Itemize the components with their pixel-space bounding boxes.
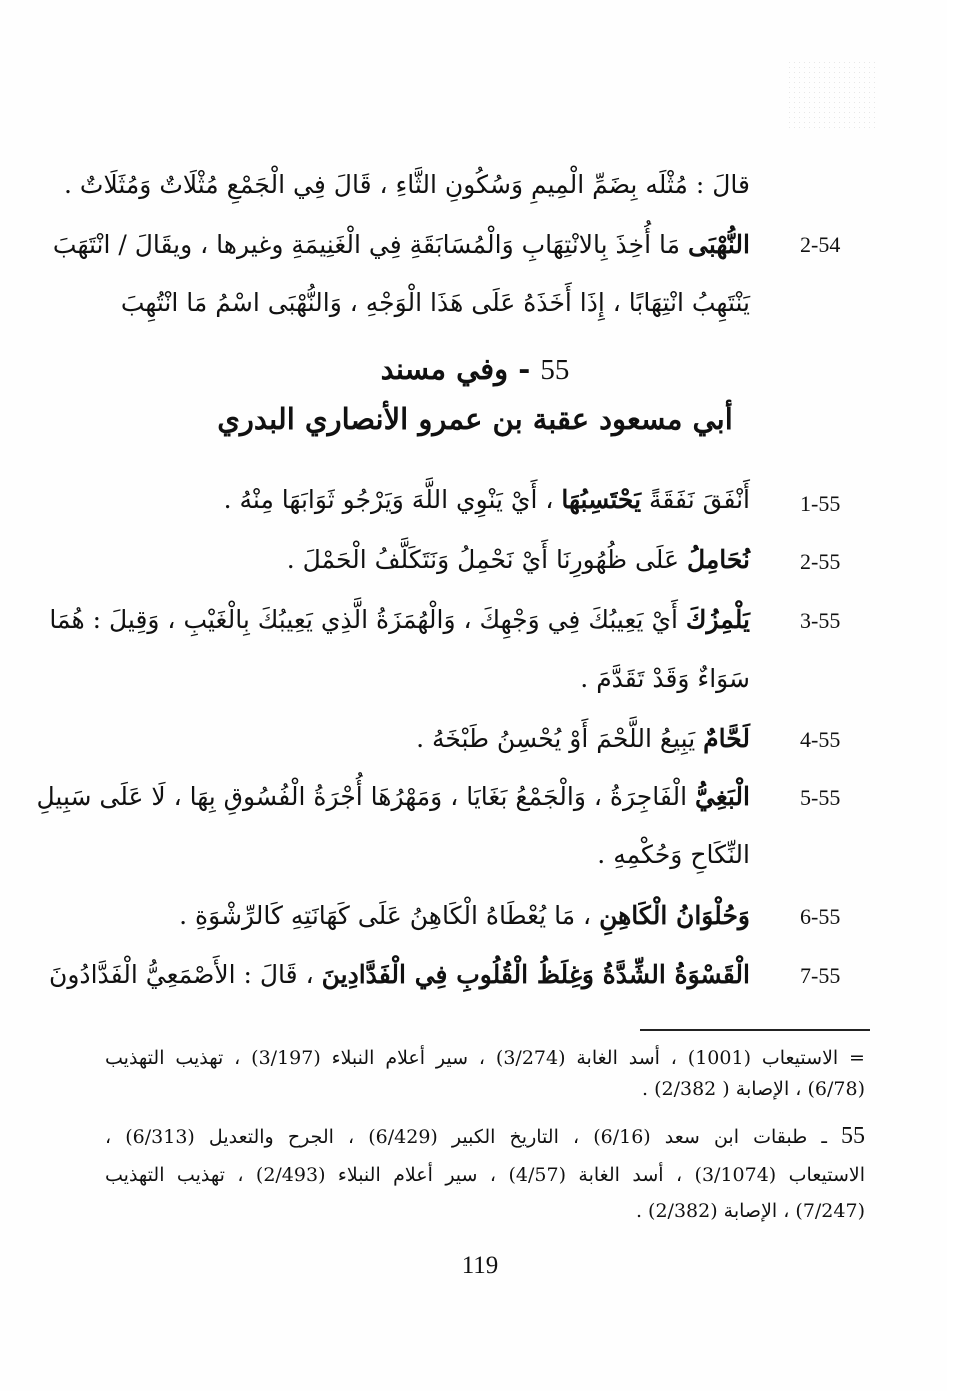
entry-continuation: النِّكَاحِ وَحُكْمِهِ .	[597, 840, 750, 869]
entry-line	[100, 719, 750, 759]
entry-text: أَيْ يَعِيبُكَ فِي وَجْهِكَ ، وَالْهُمَزَةُ الَّذِي يَعِيبُكَ بِالْغَيْبِ ، وَقِيلَ : هُمَا	[49, 605, 686, 634]
section-subheading	[100, 402, 850, 436]
footnote-line: الاستيعاب (3/1074) ، أسد الغابة (4/57) ، سير أعلام النبلاء (2/493) ، تهذيب التهذيب	[105, 1164, 865, 1186]
entry-line	[100, 896, 750, 936]
footnote-rule	[640, 1029, 870, 1031]
entry-line	[100, 480, 750, 520]
entry-text: مَا أُخِذَ بِالانْتِهَابِ وَالْمُسَابَقَةِ فِي الْغَنِيمَةِ وغيرها ، ويقَالَ / انْتَهَبَ	[52, 230, 688, 259]
entry-text: ، مَا يُعْطَاهُ الْكَاهِنُ عَلَى كَهَانَتِهِ كَالرِّشْوَةِ .	[179, 901, 600, 930]
entry-number: 1-55	[800, 491, 841, 516]
entry-number: 7-55	[800, 963, 841, 988]
entry-line	[100, 540, 750, 580]
entry-text: الْفَاجِرَةُ ، وَالْجَمْعُ بَغَايَا ، وَمَهْرُهَا أُجْرَةُ الْفُسُوقِ بِهَا ، لَا عَلَى سَبِيلِ	[36, 782, 695, 811]
entry-headword: نُحَامِلُ	[686, 545, 750, 574]
footnote-line: (6/78) ، الإصابة ( 2/382) .	[642, 1078, 865, 1100]
entry-continuation: سَوَاءٌ وَقَدْ تَقَدَّمَ .	[580, 664, 750, 693]
entry-headword: لَحَّامٌ	[703, 724, 750, 753]
footnote-line: 55 ـ طبقات ابن سعد (6/16) ، التاريخ الكبير (6/429) ، الجرح والتعديل (6/313) ،	[105, 1123, 865, 1149]
footnote-line: (7/247) ، الإصابة (2/382) .	[635, 1200, 865, 1222]
entry-number: 5-55	[800, 785, 841, 810]
entry-text: عَلَى ظُهُورِنَا أَيْ نَحْمِلُ وَنَتَكَلَّفُ الْحَمْلَ .	[286, 545, 687, 574]
section-number: 55	[540, 354, 570, 386]
entry-text: يَبِيعُ اللَّحْمَ أَوْ يُحْسِنُ طَبْخَهُ .	[416, 724, 704, 753]
entry-number: 4-55	[800, 727, 841, 752]
scan-speckle	[787, 60, 877, 130]
carryover-line: قالَ : مُثْلَه بِضَمِّ الْمِيمِ وَسُكُونِ الثَّاءِ ، قَالَ فِي الْجَمْعِ مُثْلَاتٌ وَمُثَلَاتٌ .	[64, 170, 750, 199]
section-title-line2: أبي مسعود عقبة بن عمرو الأنصاري البدري	[217, 402, 733, 436]
entry-line	[36, 777, 750, 817]
entry-number: 3-55	[800, 608, 841, 633]
entry-headword: النُّهْبَى	[687, 230, 750, 259]
section-title-line1: - وفي مسند	[380, 352, 531, 386]
entry-line	[49, 955, 750, 995]
entry-text: ، أَيْ يَنْوِي اللَّهَ وَيَرْجُو ثَوَابَهَا مِنْهُ .	[223, 485, 562, 514]
entry-headword: الْقَسْوَةُ الشِّدَّةُ وَغِلَظُ الْقُلُوبِ فِي الْفَدَّادِينَ	[321, 960, 750, 989]
entry-continuation: يَنْتَهِبُ انْتِهَابًا ، إِذَا أَخَذَهُ عَلَى هَذَا الْوَجْهِ ، وَالنُّهْبَى اسْمُ مَا انْتُهِبَ	[120, 288, 750, 317]
entry-line	[49, 600, 750, 640]
footnote-line: = الاستيعاب (1001) ، أسد الغابة (3/274) ، سير أعلام النبلاء (3/197) ، تهذيب التهذيب	[105, 1047, 865, 1069]
entry-headword: الْبَغِيُّ	[694, 782, 750, 811]
entry-headword: وَحُلْوَانُ الْكَاهِنِ	[599, 901, 750, 930]
entry-number: 6-55	[800, 904, 841, 929]
entry-number: 2-54	[800, 232, 841, 257]
entry-prefix: أَنْفَقَ نَفَقَةً	[641, 485, 750, 514]
entry-headword: يَلْمِزُكَ	[685, 605, 750, 634]
footnote-number: 55	[841, 1123, 865, 1149]
entry-text: ، قَالَ : الأَصْمَعِيُّ الْفَدَّادُونَ	[49, 960, 322, 989]
entry-line	[52, 225, 750, 265]
entry-headword: يَحْتَسِبُهَا	[561, 485, 642, 514]
entry-number: 2-55	[800, 549, 841, 574]
page-number: 119	[461, 1252, 499, 1279]
section-heading	[100, 352, 850, 387]
